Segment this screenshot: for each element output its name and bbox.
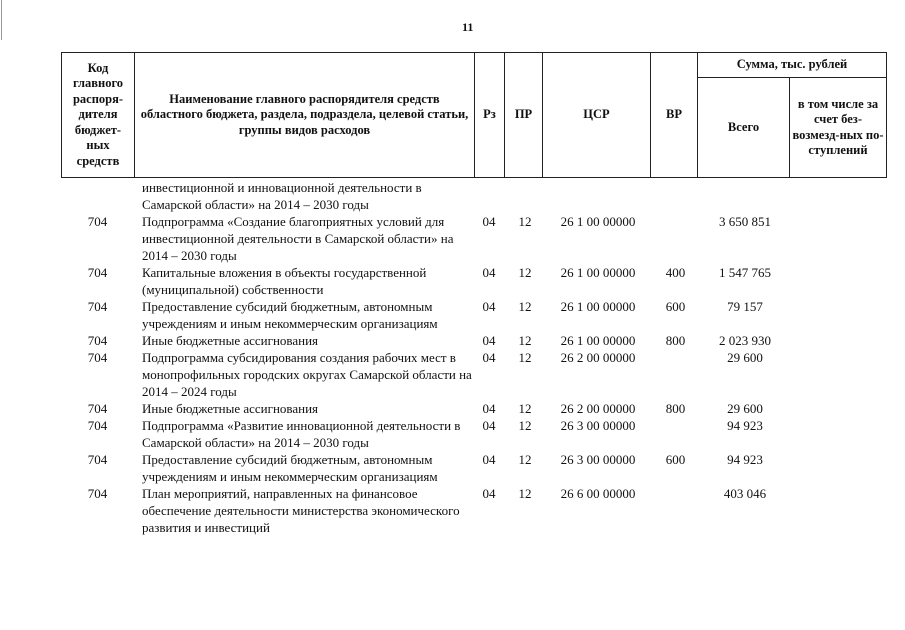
row-csr: 26 2 00 00000 (560, 401, 636, 416)
row-pr: 12 (518, 299, 532, 314)
row-csr: 26 3 00 00000 (560, 452, 636, 467)
row-total: 79 157 (727, 299, 763, 314)
row-rz: 04 (482, 486, 496, 501)
row-name: Иные бюджетные ассигнования (142, 401, 319, 416)
table-row (61, 264, 886, 298)
row-code: 704 (87, 265, 108, 280)
row-csr: 26 1 00 00000 (560, 214, 636, 229)
row-name: Подпрограмма субсидирования создания рабочих мест в монопрофильных городских округах Самарской области на 2014 – 2024 годы (142, 350, 472, 399)
row-name: Подпрограмма «Развитие инновационной деятельности в Самарской области» на 2014 – 2030 годы (142, 418, 461, 450)
row-csr: 26 2 00 00000 (560, 350, 636, 365)
table-row (61, 400, 886, 417)
row-csr: 26 1 00 00000 (560, 265, 636, 280)
row-total: 94 923 (727, 418, 763, 433)
row-name: Подпрограмма «Создание благоприятных условий для инвестиционной деятельности в Самарской области» на 2014 – 2030 годы (142, 214, 454, 263)
row-total: 29 600 (727, 401, 763, 416)
row-total: 403 046 (723, 486, 767, 501)
row-code: 704 (87, 452, 108, 467)
budget-table-body (61, 179, 886, 536)
page-number: 11 (462, 20, 474, 34)
header-name: Наименование главного распорядителя средств областного бюджета, раздела, подраздела, целевой статьи, группы видов расходов (135, 53, 475, 178)
row-total: 1 547 765 (719, 265, 771, 280)
row-rz: 04 (482, 418, 496, 433)
row-code: 704 (87, 486, 108, 501)
row-name: Иные бюджетные ассигнования (142, 333, 319, 348)
header-vr: ВР (651, 53, 698, 178)
row-code: 704 (87, 333, 108, 348)
row-csr: 26 1 00 00000 (560, 299, 636, 314)
row-code: 704 (87, 418, 108, 433)
row-name: Капитальные вложения в объекты государственной (муниципальной) собственности (142, 265, 427, 297)
row-pr: 12 (518, 418, 532, 433)
row-pr: 12 (518, 350, 532, 365)
row-code: 704 (87, 401, 108, 416)
row-total: 2 023 930 (719, 333, 771, 348)
row-vr: 800 (665, 401, 686, 416)
row-rz: 04 (482, 299, 496, 314)
header-total: Всего (698, 78, 790, 178)
row-rz: 04 (482, 452, 496, 467)
table-row (61, 451, 886, 485)
table-row (61, 213, 886, 264)
row-code: 704 (87, 214, 108, 229)
row-rz: 04 (482, 401, 496, 416)
row-vr: 400 (665, 265, 686, 280)
row-vr: 600 (665, 299, 686, 314)
row-name: Предоставление субсидий бюджетным, автономным учреждениям и иным некоммерческим организациям (142, 299, 438, 331)
row-pr: 12 (518, 486, 532, 501)
row-csr: 26 1 00 00000 (560, 333, 636, 348)
row-rz: 04 (482, 350, 496, 365)
header-code: Код главного распоря-дителя бюджет-ных средств (62, 53, 135, 178)
header-sum: Сумма, тыс. рублей (698, 53, 887, 78)
row-csr: 26 6 00 00000 (560, 486, 636, 501)
table-row (61, 417, 886, 451)
row-name: инвестиционной и инновационной деятельности в Самарской области» на 2014 – 2030 годы (142, 180, 422, 212)
table-row (61, 179, 886, 213)
row-name: Предоставление субсидий бюджетным, автономным учреждениям и иным некоммерческим организациям (142, 452, 438, 484)
row-rz: 04 (482, 333, 496, 348)
header-csr: ЦСР (543, 53, 651, 178)
table-row (61, 349, 886, 400)
row-vr: 600 (665, 452, 686, 467)
header-free: в том числе за счет без-возмезд-ных по-ступлений (790, 78, 887, 178)
row-code: 704 (87, 299, 108, 314)
header-pr: ПР (505, 53, 543, 178)
row-csr: 26 3 00 00000 (560, 418, 636, 433)
row-rz: 04 (482, 265, 496, 280)
row-name: План мероприятий, направленных на финансовое обеспечение деятельности министерства экономического развития и инвестиций (142, 486, 460, 535)
row-total: 29 600 (727, 350, 763, 365)
row-rz: 04 (482, 214, 496, 229)
row-pr: 12 (518, 452, 532, 467)
table-row (61, 298, 886, 332)
row-total: 94 923 (727, 452, 763, 467)
row-pr: 12 (518, 265, 532, 280)
scan-edge-mark (1, 0, 2, 40)
table-row (61, 485, 886, 536)
row-pr: 12 (518, 333, 532, 348)
table-row (61, 332, 886, 349)
row-pr: 12 (518, 401, 532, 416)
header-rz: Рз (475, 53, 505, 178)
row-vr: 800 (665, 333, 686, 348)
row-code: 704 (87, 350, 108, 365)
row-pr: 12 (518, 214, 532, 229)
budget-table-header (61, 52, 887, 178)
row-total: 3 650 851 (719, 214, 771, 229)
